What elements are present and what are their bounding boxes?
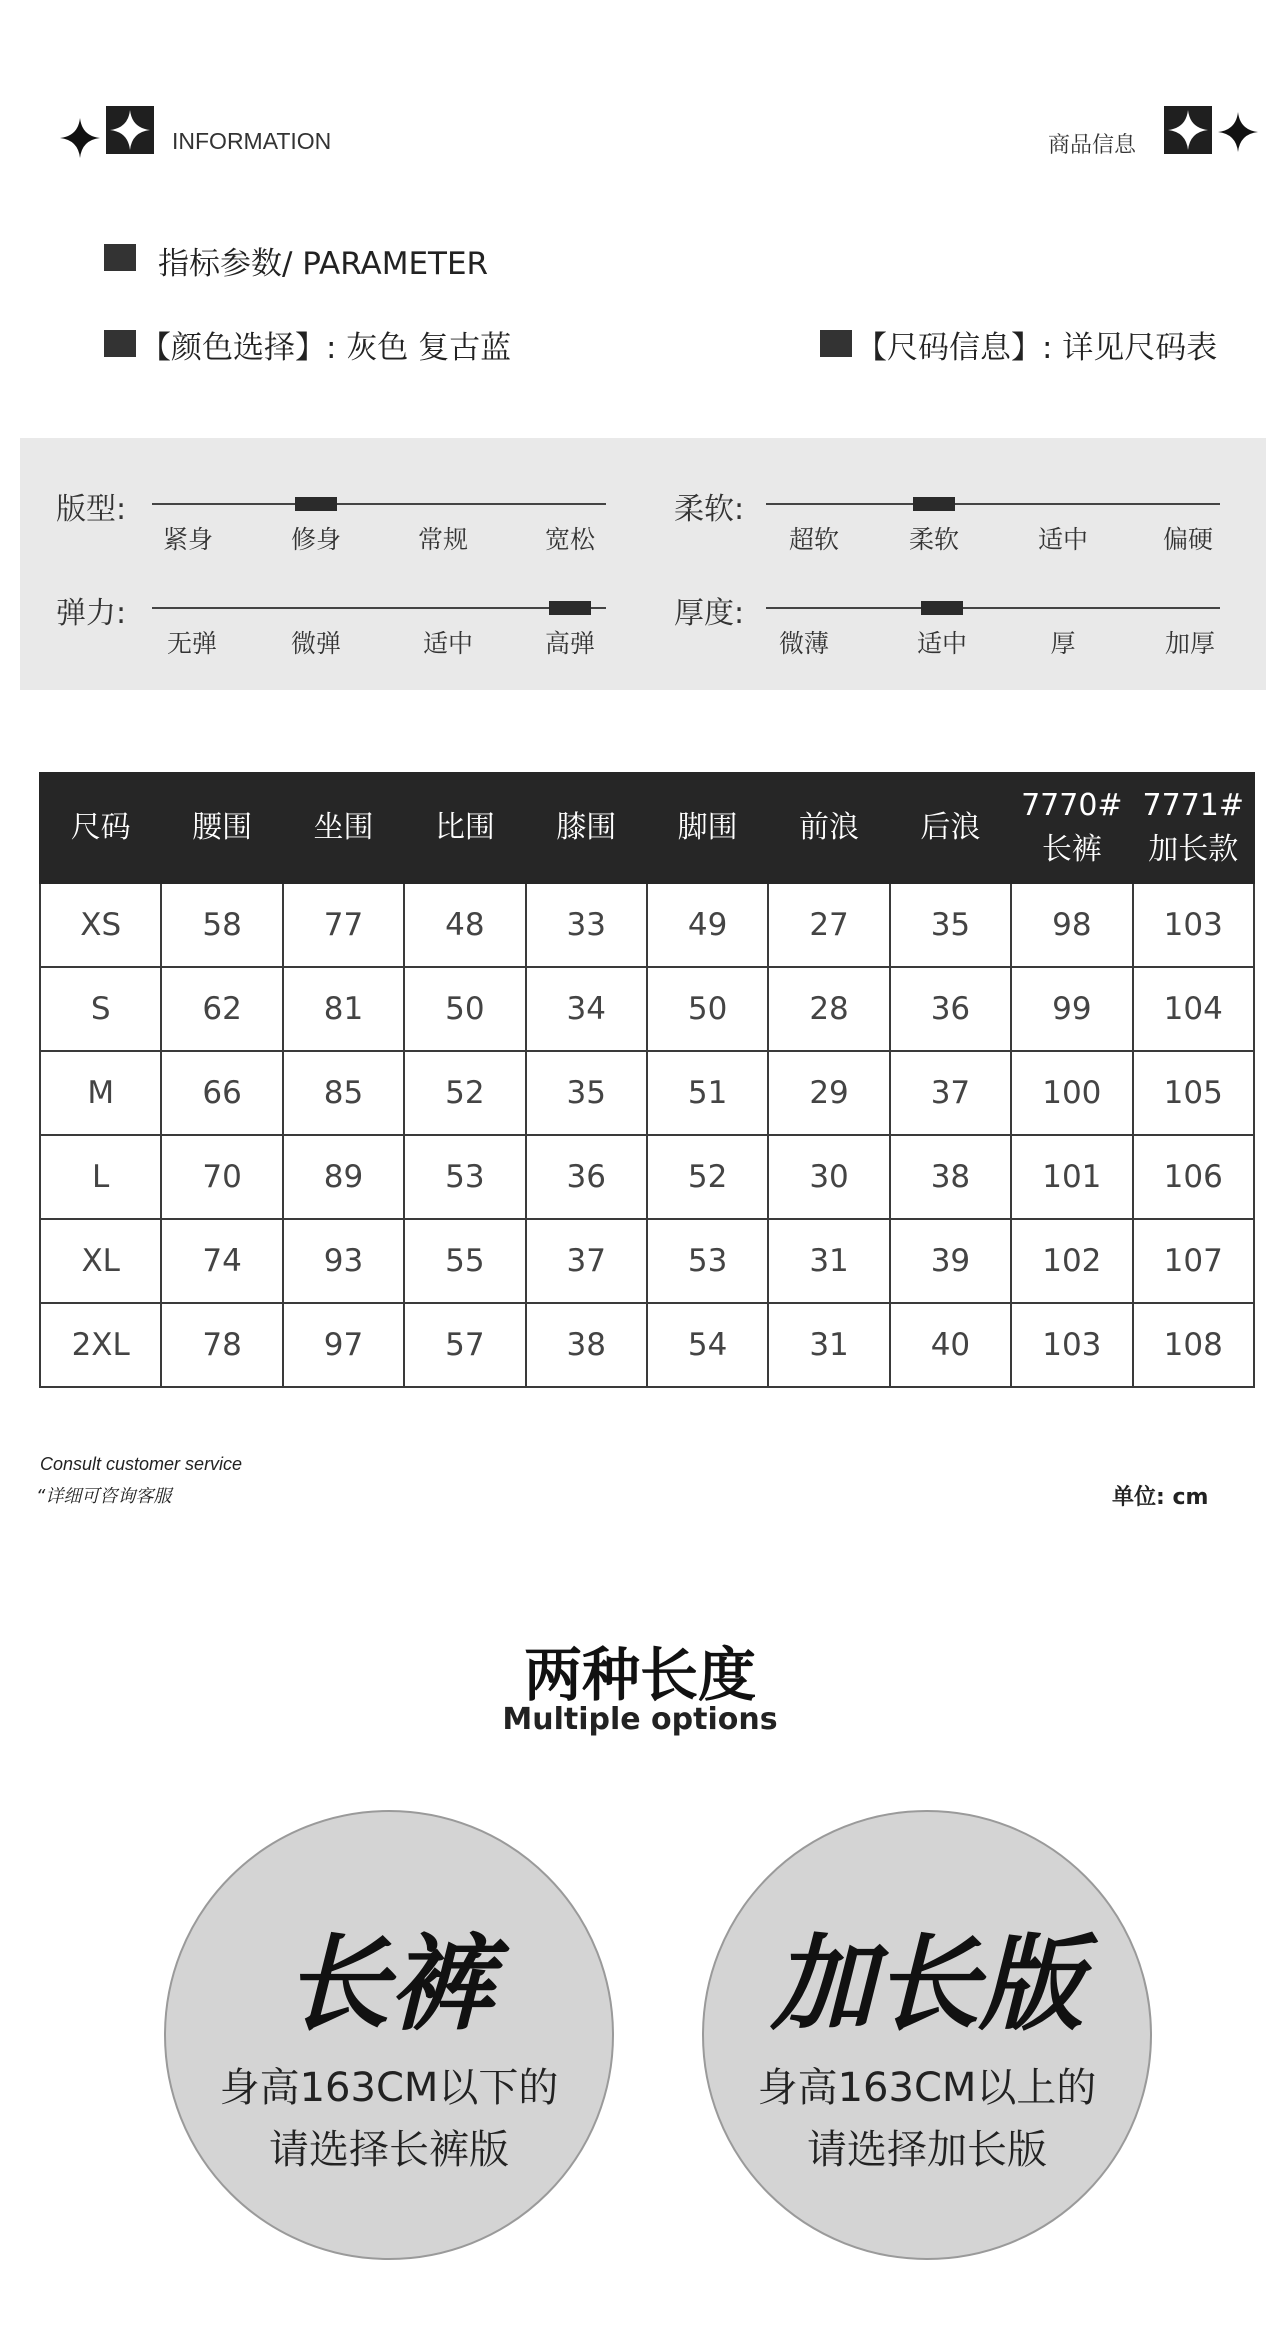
size-value-cell: 81 <box>283 967 404 1051</box>
size-value-cell: 100 <box>1011 1051 1132 1135</box>
size-row <box>40 1303 1254 1387</box>
bullet-square <box>104 244 136 271</box>
attribute-option: 高弹 <box>544 629 596 658</box>
size-table-body <box>40 883 1254 1387</box>
size-value-cell: 37 <box>526 1219 647 1303</box>
size-value-cell: 33 <box>526 883 647 967</box>
size-label-cell: L <box>40 1135 161 1219</box>
attribute-option: 微薄 <box>778 629 830 658</box>
sparkle-box-icon <box>1164 106 1212 154</box>
size-value-cell: 57 <box>404 1303 525 1387</box>
size-row <box>40 1219 1254 1303</box>
size-table <box>39 772 1255 1388</box>
size-value-cell: 99 <box>1011 967 1132 1051</box>
option-extended-circle <box>702 1810 1152 2260</box>
attribute-marker <box>913 497 955 511</box>
size-row <box>40 1051 1254 1135</box>
size-value-cell: 66 <box>161 1051 282 1135</box>
attribute-option: 宽松 <box>544 525 596 554</box>
size-value-cell: 35 <box>890 883 1011 967</box>
attribute-option: 加厚 <box>1164 629 1216 658</box>
size-value-cell: 40 <box>890 1303 1011 1387</box>
option-name: 长裤 <box>284 1923 493 2045</box>
product-info-label: 商品信息 <box>1048 133 1137 158</box>
color-choice: 【颜色选择】: 灰色 复古蓝 <box>140 330 512 366</box>
size-value-cell: 36 <box>890 967 1011 1051</box>
information-label: INFORMATION <box>172 128 332 154</box>
attribute-option: 厚 <box>1050 629 1076 658</box>
size-value-cell: 36 <box>526 1135 647 1219</box>
size-value-cell: 35 <box>526 1051 647 1135</box>
size-label-cell: 2XL <box>40 1303 161 1387</box>
option-line2: 请选择加长版 <box>807 2127 1047 2173</box>
length-title: 两种长度 <box>523 1641 756 1709</box>
size-value-cell: 104 <box>1133 967 1254 1051</box>
size-value-cell: 74 <box>161 1219 282 1303</box>
size-table-header <box>40 773 1254 883</box>
attribute-option: 修身 <box>290 525 342 554</box>
size-value-cell: 31 <box>768 1303 889 1387</box>
size-value-cell: 34 <box>526 967 647 1051</box>
size-value-cell: 58 <box>161 883 282 967</box>
attribute-option: 适中 <box>916 629 968 658</box>
size-value-cell: 89 <box>283 1135 404 1219</box>
size-value-cell: 101 <box>1011 1135 1132 1219</box>
size-value-cell: 107 <box>1133 1219 1254 1303</box>
attribute-option: 微弹 <box>290 629 342 658</box>
attribute-option: 超软 <box>788 525 840 554</box>
size-value-cell: 108 <box>1133 1303 1254 1387</box>
header-cell: 后浪 <box>890 773 1011 883</box>
header-cell: 坐围 <box>283 773 404 883</box>
attribute-track <box>766 503 1220 505</box>
size-label-cell: XS <box>40 883 161 967</box>
attribute-track <box>152 607 606 609</box>
header-code: 7771# <box>1142 788 1244 823</box>
size-value-cell: 51 <box>647 1051 768 1135</box>
size-value-cell: 55 <box>404 1219 525 1303</box>
size-value-cell: 102 <box>1011 1219 1132 1303</box>
header-style: 加长款 <box>1148 832 1239 867</box>
size-value-cell: 70 <box>161 1135 282 1219</box>
size-label-cell: S <box>40 967 161 1051</box>
size-value-cell: 28 <box>768 967 889 1051</box>
size-value-cell: 50 <box>647 967 768 1051</box>
header-cell: 尺码 <box>40 773 161 883</box>
size-label-cell: XL <box>40 1219 161 1303</box>
header-cell: 比围 <box>404 773 525 883</box>
sparkle-box-icon <box>106 106 154 154</box>
attribute-label: 厚度: <box>674 596 745 631</box>
size-value-cell: 53 <box>404 1135 525 1219</box>
attribute-label: 柔软: <box>674 492 745 527</box>
header-code: 7770# <box>1021 788 1123 823</box>
size-value-cell: 103 <box>1011 1303 1132 1387</box>
attribute-option: 适中 <box>422 629 474 658</box>
size-value-cell: 97 <box>283 1303 404 1387</box>
attribute-option: 紧身 <box>162 525 214 554</box>
attribute-track <box>152 503 606 505</box>
header-cell: 膝围 <box>526 773 647 883</box>
attribute-option: 偏硬 <box>1162 525 1214 554</box>
size-value-cell: 38 <box>890 1135 1011 1219</box>
size-value-cell: 31 <box>768 1219 889 1303</box>
length-subtitle: Multiple options <box>502 1702 778 1737</box>
size-value-cell: 37 <box>890 1051 1011 1135</box>
sparkle-icon <box>60 118 100 158</box>
size-value-cell: 105 <box>1133 1051 1254 1135</box>
size-value-cell: 53 <box>647 1219 768 1303</box>
option-line1: 身高163CM以上的 <box>757 2065 1097 2111</box>
size-value-cell: 49 <box>647 883 768 967</box>
size-value-cell: 38 <box>526 1303 647 1387</box>
attribute-marker <box>295 497 337 511</box>
header-cell: 脚围 <box>647 773 768 883</box>
consult-note-cn: “详细可咨询客服 <box>36 1486 172 1507</box>
size-value-cell: 48 <box>404 883 525 967</box>
size-value-cell: 30 <box>768 1135 889 1219</box>
size-value-cell: 106 <box>1133 1135 1254 1219</box>
size-value-cell: 85 <box>283 1051 404 1135</box>
header-cell-long <box>1011 773 1132 883</box>
size-value-cell: 93 <box>283 1219 404 1303</box>
size-value-cell: 62 <box>161 967 282 1051</box>
attribute-option: 无弹 <box>166 629 218 658</box>
unit-label: 单位: cm <box>1112 1485 1209 1510</box>
size-row <box>40 967 1254 1051</box>
option-line2: 请选择长裤版 <box>269 2127 509 2173</box>
size-value-cell: 98 <box>1011 883 1132 967</box>
header-cell: 腰围 <box>161 773 282 883</box>
attribute-track <box>766 607 1220 609</box>
size-value-cell: 52 <box>404 1051 525 1135</box>
option-line1: 身高163CM以下的 <box>219 2065 559 2111</box>
attribute-label: 弹力: <box>56 596 127 631</box>
size-value-cell: 77 <box>283 883 404 967</box>
header-cell-extra <box>1133 773 1254 883</box>
size-value-cell: 29 <box>768 1051 889 1135</box>
size-value-cell: 52 <box>647 1135 768 1219</box>
consult-note-en: Consult customer service <box>40 1454 243 1474</box>
bullet-square <box>820 330 852 357</box>
attribute-option: 柔软 <box>908 525 960 554</box>
size-row <box>40 883 1254 967</box>
size-value-cell: 39 <box>890 1219 1011 1303</box>
attribute-marker <box>549 601 591 615</box>
attribute-marker <box>921 601 963 615</box>
attribute-panel <box>20 438 1266 690</box>
option-name: 加长版 <box>770 1923 1083 2045</box>
size-value-cell: 50 <box>404 967 525 1051</box>
parameter-title: 指标参数/ PARAMETER <box>158 246 489 282</box>
sparkle-icon <box>1218 112 1258 152</box>
size-value-cell: 78 <box>161 1303 282 1387</box>
option-regular-circle <box>164 1810 614 2260</box>
size-label-cell: M <box>40 1051 161 1135</box>
attribute-label: 版型: <box>56 492 127 527</box>
size-info: 【尺码信息】: 详见尺码表 <box>856 330 1218 366</box>
attribute-option: 常规 <box>417 525 469 554</box>
attribute-option: 适中 <box>1037 525 1089 554</box>
size-value-cell: 54 <box>647 1303 768 1387</box>
bullet-square <box>104 330 136 357</box>
size-row <box>40 1135 1254 1219</box>
size-value-cell: 27 <box>768 883 889 967</box>
header-style: 长裤 <box>1041 832 1102 867</box>
size-value-cell: 103 <box>1133 883 1254 967</box>
header-cell: 前浪 <box>768 773 889 883</box>
